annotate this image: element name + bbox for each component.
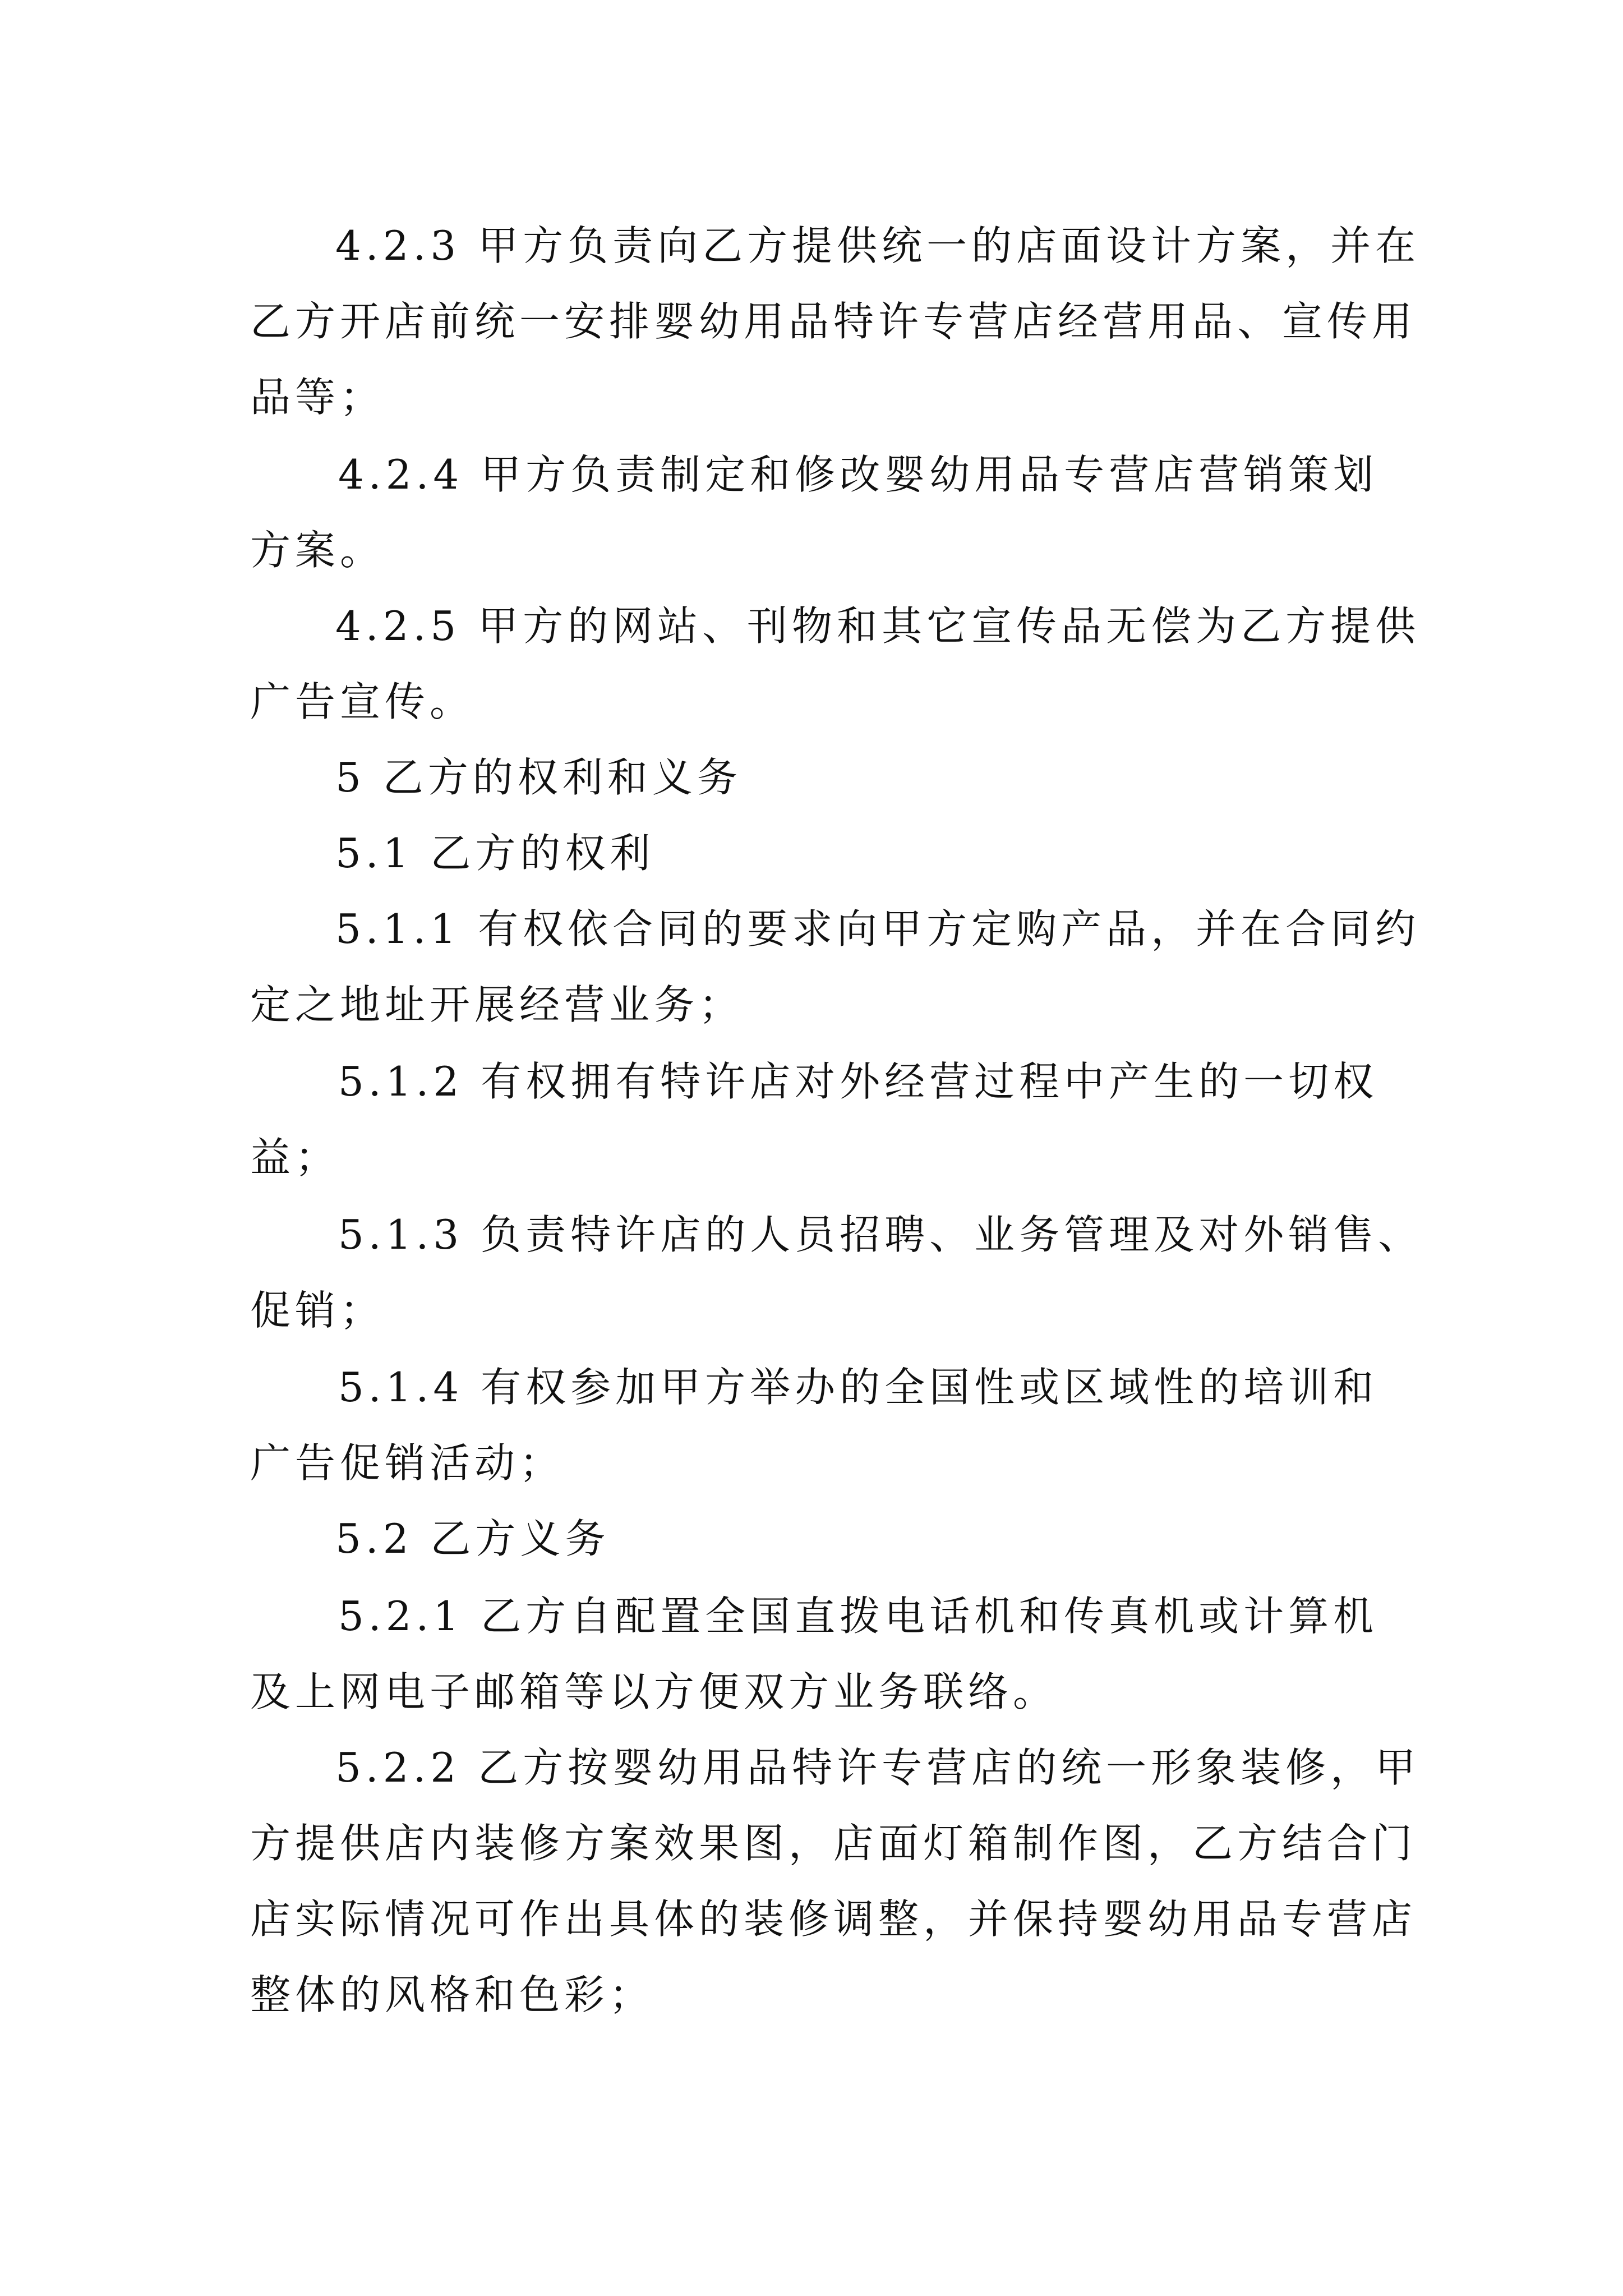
section-heading: 5 乙方的权利和义务 [335, 754, 742, 801]
text-line: 5.1.2 有权拥有特许店对外经营过程中产生的一切权 [338, 1058, 1378, 1105]
text-line: 5.1.1 有权依合同的要求向甲方定购产品，并在合同约 [335, 905, 1421, 953]
text-line: 定之地址开展经营业务； [250, 981, 744, 1028]
text-line: 5.2.1 乙方自配置全国直拨电话机和传真机或计算机 [338, 1593, 1378, 1640]
text-line: 整体的风格和色彩； [250, 1971, 654, 2018]
text-line: 4.2.5 甲方的网站、刊物和其它宣传品无偿为乙方提供 [335, 602, 1421, 650]
text-line: 店实际情况可作出具体的装修调整，并保持婴幼用品专营店 [250, 1895, 1417, 1943]
text-line: 4.2.4 甲方负责制定和修改婴幼用品专营店营销策划 [338, 451, 1378, 498]
text-line: 4.2.3 甲方负责向乙方提供统一的店面设计方案，并在 [335, 222, 1421, 269]
subsection-heading: 5.1 乙方的权利 [335, 830, 655, 877]
text-line: 益； [250, 1134, 340, 1181]
text-line: 乙方开店前统一安排婴幼用品特许专营店经营用品、宣传用 [250, 298, 1417, 345]
text-line: 5.1.4 有权参加甲方举办的全国性或区域性的培训和 [338, 1364, 1378, 1411]
subsection-heading: 5.2 乙方义务 [335, 1515, 610, 1562]
text-line: 5.1.3 负责特许店的人员招聘、业务管理及对外销售、 [338, 1211, 1423, 1258]
text-line: 品等； [250, 374, 385, 421]
text-line: 广告促销活动； [250, 1439, 565, 1487]
text-line: 方案。 [250, 527, 385, 574]
text-line: 5.2.2 乙方按婴幼用品特许专营店的统一形象装修，甲 [335, 1744, 1421, 1791]
text-line: 促销； [250, 1287, 385, 1334]
text-line: 广告宣传。 [250, 678, 475, 725]
text-line: 及上网电子邮箱等以方便双方业务联络。 [250, 1668, 1058, 1715]
text-line: 方提供店内装修方案效果图，店面灯箱制作图，乙方结合门 [250, 1820, 1417, 1867]
